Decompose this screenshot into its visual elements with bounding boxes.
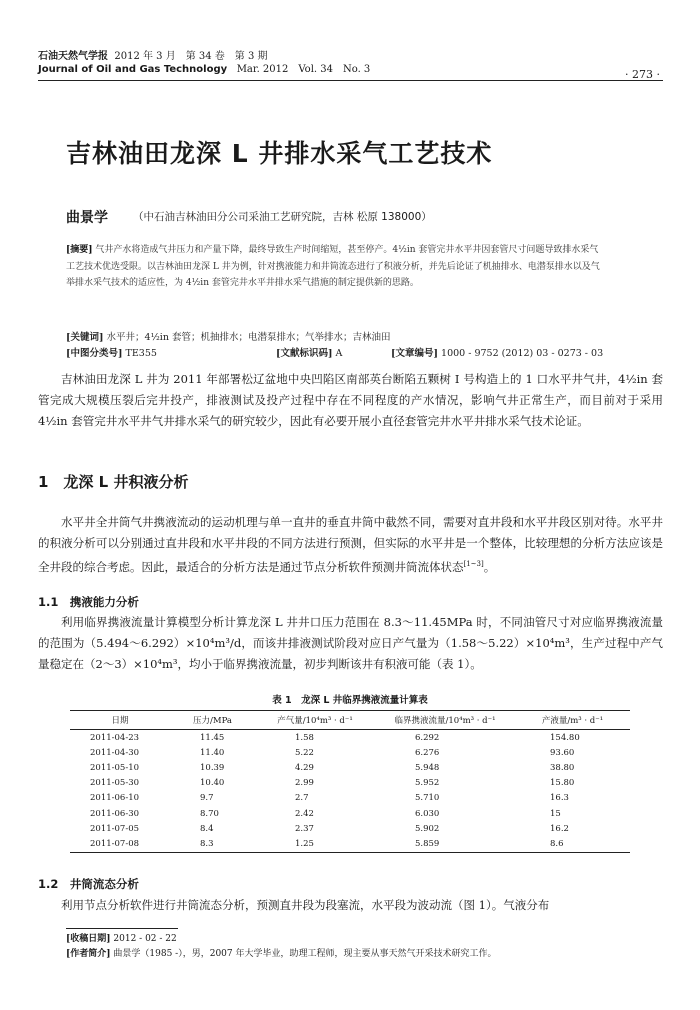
section-1-tail: 。	[483, 559, 496, 574]
table-cell: 2011-04-30	[90, 747, 140, 758]
issue-cn: 2012 年 3 月 第 34 卷 第 3 期	[114, 51, 268, 62]
bio-text: 曲景学（1985 -），男，2007 年大学毕业，助理工程师，现主要从事天然气开采技术研究工作。	[113, 949, 497, 959]
section-1-heading: 1 龙深 L 井积液分析	[38, 473, 189, 491]
table-cell: 5.22	[295, 747, 314, 758]
keywords-label: [关键词]	[66, 332, 104, 343]
table-cell: 5.710	[415, 793, 440, 804]
citation-ref: [1~3]	[463, 560, 484, 568]
journal-header	[38, 50, 663, 76]
clc-number	[66, 347, 157, 360]
abstract	[66, 242, 606, 292]
table-cell: 11.40	[200, 747, 225, 758]
table-cell: 5.859	[375, 836, 515, 852]
table-cell: 2011-05-30	[90, 778, 140, 789]
table-cell: 16.2	[550, 823, 569, 834]
author-name: 曲景学	[66, 210, 108, 226]
table-row	[70, 806, 630, 821]
section-1-text: 水平井全井筒气井携液流动的运动机理与单一直井的垂直井筒中截然不同，需要对直井段和水平井段区别对待。水平井的积液分析可以分别通过直井段和水平井段的不同方法进行预测，但实际的水平井是一个整体，比较理想的分析方法应该是全井段的综合考虑。因此，最适合的分析方法是通过节点分析软件预测井筒流体状态	[38, 515, 663, 574]
section-1-1-paragraph: 利用临界携液流量计算模型分析计算龙深 L 井井口压力范围在 8.3～11.45MPa 时，不同油管尺寸对应临界携液流量的范围为（5.494～6.292）×10⁴m³/d，而该井排液测试阶段对应日产气量为（1.58～5.22）×10⁴m³，生产过程中产气量稳定在（2～3）×10⁴m³，均小于临界携液流量，初步判断该井有积液可能（表 1）。	[38, 615, 663, 671]
col-gas-rate: 产气量/10⁴m³ · d⁻¹	[255, 711, 375, 730]
issue-en: Mar. 2012 Vol. 34 No. 3	[236, 64, 371, 75]
author-affiliation: （中石油吉林油田分公司采油工艺研究院，吉林 松原 138000）	[133, 211, 432, 223]
table-cell: 2011-05-10	[90, 762, 140, 773]
table-cell: 4.29	[295, 762, 314, 773]
abstract-text: 气井产水将造成气井压力和产量下降，最终导致生产时间缩短，甚至停产。4½in 套管完井水平井因套管尺寸问题导致排水采气工艺技术优选受限。以吉林油田龙深 L 井为例，针对携液能力和井筒流态进行了积液分析，并先后论证了机抽排水、电潜泵排水以及气举排水采气技术的适应性，为 4½in 套管完井水平井排水采气措施的制定提供新的思路。	[66, 245, 600, 288]
doc-code-label: [文献标识码]	[276, 348, 333, 359]
table-row	[70, 745, 630, 760]
table-cell: 8.70	[200, 808, 219, 819]
header-divider	[38, 80, 663, 81]
keywords-block	[66, 331, 606, 361]
table-header-row	[70, 711, 630, 730]
journal-name-en: Journal of Oil and Gas Technology	[38, 64, 228, 75]
received-date	[66, 932, 177, 946]
table-cell: 16.3	[550, 793, 569, 804]
doc-code	[276, 347, 342, 360]
table-cell: 2.99	[295, 778, 314, 789]
table-row	[70, 821, 630, 836]
section-1-2-heading: 1.2 井筒流态分析	[38, 877, 139, 891]
table-cell: 15	[550, 808, 561, 819]
article-number-value: 1000 - 9752 (2012) 03 - 0273 - 03	[441, 348, 604, 359]
table-row	[70, 836, 630, 852]
table-cell: 93.60	[550, 747, 575, 758]
table-cell: 2011-06-10	[90, 793, 140, 804]
table-cell: 5.952	[415, 778, 440, 789]
table-cell: 6.276	[415, 747, 440, 758]
section-1-2-paragraph: 利用节点分析软件进行井筒流态分析，预测直井段为段塞流，水平段为波动流（图 1）。气液分布	[61, 898, 550, 912]
col-liquid-rate: 产液量/m³ · d⁻¹	[515, 711, 630, 730]
bio-label: [作者简介]	[66, 949, 111, 959]
col-pressure: 压力/MPa	[170, 711, 255, 730]
table-cell: 2.42	[295, 808, 314, 819]
footnote-divider	[66, 928, 178, 929]
keywords	[66, 331, 390, 344]
table-cell: 10.39	[200, 762, 225, 773]
table-cell: 2011-06-30	[90, 808, 140, 819]
table-cell: 2011-07-08	[70, 836, 170, 852]
table-cell: 5.948	[415, 762, 440, 773]
table-1-caption: 表 1 龙深 L 井临界携液流量计算表	[272, 695, 428, 706]
table-row	[70, 791, 630, 806]
table-cell: 2.37	[295, 823, 314, 834]
table-cell: 6.030	[415, 808, 440, 819]
paper-title: 吉林油田龙深 L 井排水采气工艺技术	[66, 139, 493, 168]
table-cell: 154.80	[550, 732, 580, 743]
table-cell: 5.902	[415, 823, 440, 834]
received-value: 2012 - 02 - 22	[113, 934, 177, 944]
doc-code-value: A	[335, 348, 343, 359]
journal-name-cn: 石油天然气学报	[38, 51, 108, 62]
table-cell: 1.25	[255, 836, 375, 852]
clc-value: TE355	[125, 348, 157, 359]
table-cell: 2011-07-05	[90, 823, 140, 834]
table-cell: 2011-04-23	[90, 732, 140, 743]
col-date: 日期	[70, 711, 170, 730]
table-cell: 8.4	[200, 823, 214, 834]
article-number	[391, 347, 603, 360]
abstract-label: [摘要]	[66, 245, 93, 255]
table-cell: 6.292	[415, 732, 440, 743]
table-1	[70, 710, 630, 853]
page-number: · 273 ·	[625, 68, 660, 81]
table-cell: 2.7	[295, 793, 309, 804]
received-label: [收稿日期]	[66, 934, 111, 944]
section-1-paragraph	[38, 512, 663, 578]
table-cell: 9.7	[200, 793, 214, 804]
col-critical-rate: 临界携液流量/10⁴m³ · d⁻¹	[375, 711, 515, 730]
table-cell: 10.40	[200, 778, 225, 789]
intro-paragraph: 吉林油田龙深 L 井为 2011 年部署松辽盆地中央凹陷区南部英台断陷五颗树 Ⅰ 号构造上的 1 口水平井气井，4½in 套管完成大规模压裂后完井投产，排液测试及投产过程中存在不同程度的产水情况，影响气井正常生产，而目前对于采用 4½in 套管完井水平井气井排水采气的研究较少，因此有必要开展小直径套管完井水平井排水采气技术论证。	[38, 372, 663, 428]
article-number-label: [文章编号]	[391, 348, 438, 359]
table-cell: 38.80	[550, 762, 575, 773]
section-1-1-heading: 1.1 携液能力分析	[38, 595, 139, 609]
table-row	[70, 760, 630, 775]
author-bio	[66, 947, 496, 961]
table-row	[70, 730, 630, 746]
table-cell: 11.45	[200, 732, 225, 743]
table-cell: 15.80	[550, 778, 575, 789]
table-cell: 8.6	[515, 836, 630, 852]
clc-label: [中图分类号]	[66, 348, 123, 359]
keywords-text: 水平井；4½in 套管；机抽排水；电潜泵排水；气举排水；吉林油田	[106, 332, 391, 343]
table-row	[70, 776, 630, 791]
table-cell: 1.58	[295, 732, 314, 743]
table-cell: 8.3	[170, 836, 255, 852]
